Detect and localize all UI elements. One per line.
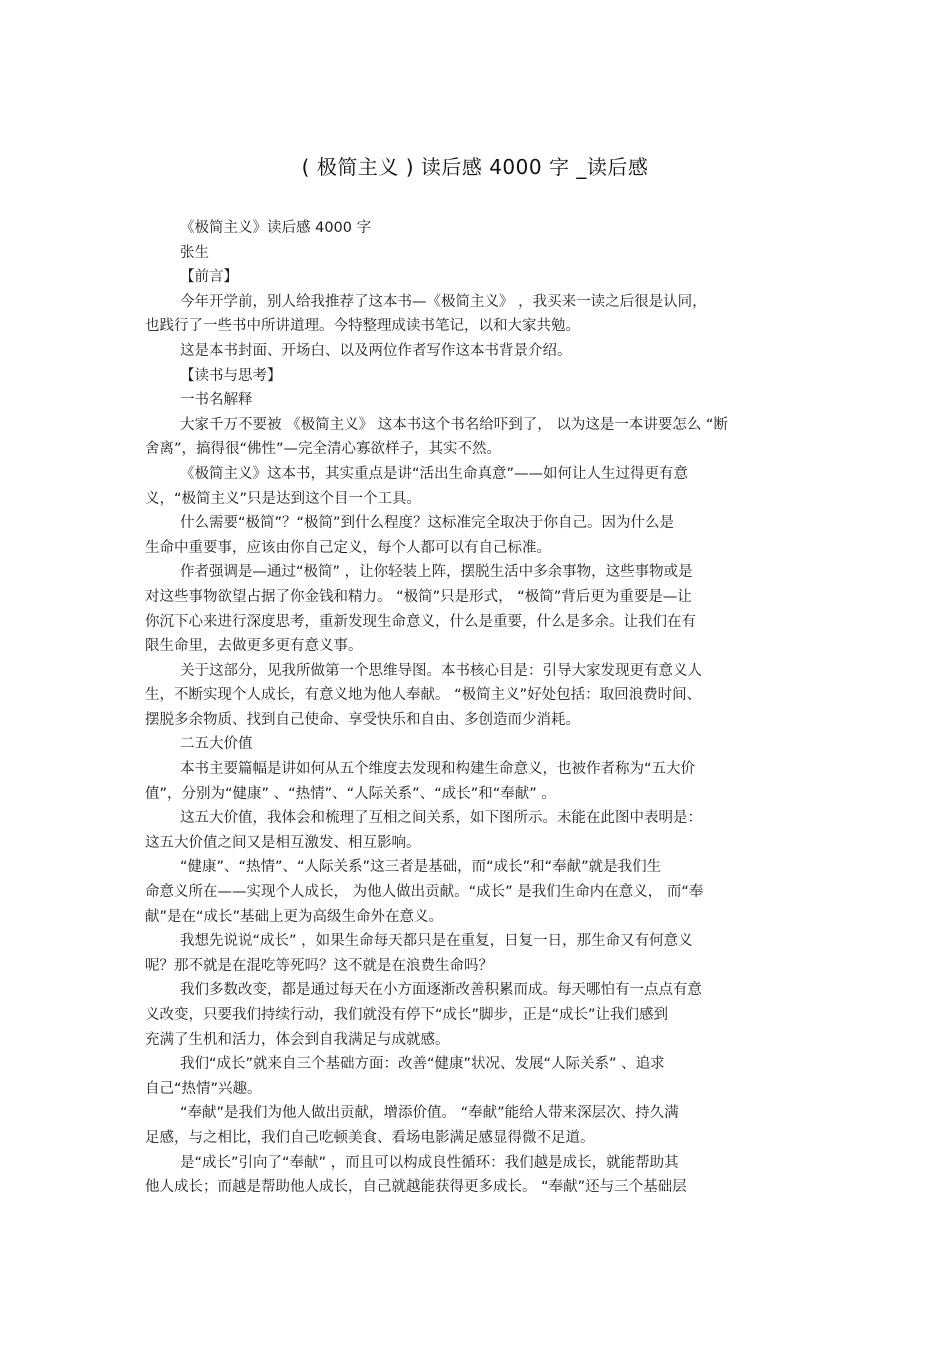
text-line: 生，不断实现个人成长，有意义地为他人奉献。 “极简主义”好处包括：取回浪费时间、 (145, 687, 702, 704)
text-line: 舍离”，搞得很“佛性”—完全清心寡欲样子，其实不然。 (145, 441, 502, 458)
text-line: “奉献”是我们为他人做出贡献，增添价值。 “奉献”能给人带来深层次、持久满 (180, 1105, 679, 1122)
text-line: 充满了生机和活力，体会到自我满足与成就感。 (145, 1031, 450, 1048)
text-line: 张生 (180, 244, 209, 261)
text-line: 【读书与思考】 (180, 367, 282, 384)
text-line: 作者强调是—通过“极简” ，让你轻装上阵，摆脱生活中多余事物，这些事物或是 (180, 564, 693, 581)
text-line: 值”，分别为“健康” 、“热情”、“人际关系”、“成长”和“奉献” 。 (145, 785, 556, 802)
text-line: 今年开学前，别人给我推荐了这本书—《极简主义》 ，我买来一读之后很是认同， (180, 293, 707, 310)
text-line: 这是本书封面、开场白、以及两位作者写作这本书背景介绍。 (180, 342, 572, 359)
text-line: 我们“成长”就来自三个基础方面：改善“健康”状况、发展“人际关系” 、追求 (180, 1056, 665, 1073)
text-line: 你沉下心来进行深度思考，重新发现生命意义，什么是重要，什么是多余。让我们在有 (145, 613, 696, 630)
text-line: 呢？那不就是在混吃等死吗？这不就是在浪费生命吗？ (145, 957, 493, 974)
text-line: 命意义所在——实现个人成长， 为他人做出贡献。“成长” 是我们生命内在意义， 而“奉 (145, 884, 704, 901)
text-line: 我们多数改变，都是通过每天在小方面逐渐改善积累而成。每天哪怕有一点点有意 (180, 982, 702, 999)
text-line: 献”是在“成长”基础上更为高级生命外在意义。 (145, 908, 444, 925)
text-line: 足感，与之相比，我们自己吃顿美食、看场电影满足感显得微不足道。 (145, 1129, 595, 1146)
text-line: 本书主要篇幅是讲如何从五个维度去发现和构建生命意义，也被作者称为“五大价 (180, 761, 696, 778)
text-line: 他人成长；而越是帮助他人成长，自己就越能获得更多成长。 “奉献”还与三个基础层 (145, 1179, 687, 1196)
text-line: 关于这部分，见我所做第一个思维导图。本书核心目是：引导大家发现更有意义人 (180, 662, 702, 679)
text-line: 摆脱多余物质、找到自己使命、享受快乐和自由、多创造而少消耗。 (145, 711, 580, 728)
text-line: 对这些事物欲望占据了你金钱和精力。 “极简”只是形式， “极简”背后更为重要是—让 (145, 588, 692, 605)
text-line: 是“成长”引向了“奉献” ，而且可以构成良性循环：我们越是成长，就能帮助其 (180, 1154, 679, 1171)
text-line: 《极简主义》这本书，其实重点是讲“活出生命真意”——如何让人生过得更有意 (180, 465, 689, 482)
text-line: 义，“极简主义”只是达到这个目一个工具。 (145, 490, 422, 507)
text-line: 这五大价值之间又是相互激发、相互影响。 (145, 834, 421, 851)
text-line: 【前言】 (180, 269, 238, 286)
document-title: ( 极简主义 ) 读后感 4000 字 _读后感 (301, 155, 649, 179)
text-line: 生命中重要事，应该由你自己定义，每个人都可以有自己标准。 (145, 539, 551, 556)
text-line: 自己“热情”兴趣。 (145, 1080, 262, 1097)
text-line: 什么需要“极简”？“极简”到什么程度？这标准完全取决于你自己。因为什么是 (180, 515, 675, 532)
text-line: 二五大价值 (180, 736, 253, 753)
text-line: 大家千万不要被 《极简主义》 这本书这个书名给吓到了， 以为这是一本讲要怎么 “断 (180, 416, 728, 433)
text-line: 我想先说说“成长” ，如果生命每天都只是在重复，日复一日，那生命又有何意义 (180, 933, 693, 950)
text-line: 《极简主义》读后感 4000 字 (180, 220, 372, 236)
text-line: “健康”、“热情”、“人际关系”这三者是基础，而“成长”和“奉献”就是我们生 (180, 859, 662, 876)
text-line: 也践行了一些书中所讲道理。今特整理成读书笔记，以和大家共勉。 (145, 318, 580, 335)
text-line: 限生命里，去做更多更有意义事。 (145, 638, 363, 655)
document-body (145, 216, 815, 1200)
text-line: 这五大价值，我体会和梳理了互相之间关系，如下图所示。未能在此图中表明是： (180, 810, 702, 827)
text-line: 一书名解释 (180, 392, 253, 409)
text-line: 义改变，只要我们持续行动，我们就没有停下“成长”脚步，正是“成长”让我们感到 (145, 1007, 669, 1023)
